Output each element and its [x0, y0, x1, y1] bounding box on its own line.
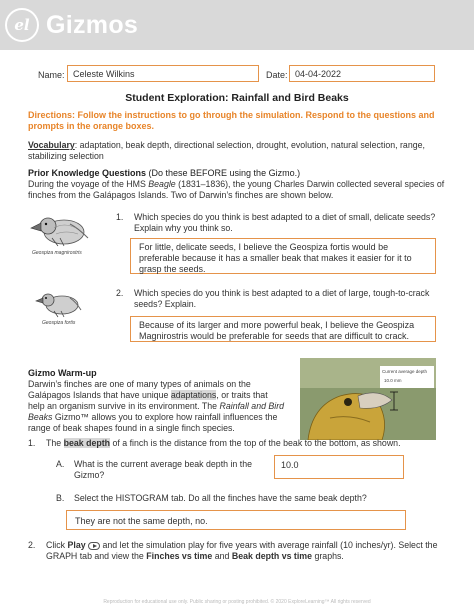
footer-copyright: Reproduction for educational use only. Public sharing or posting prohibited. © 2020 ExploreLearning™ All rights reserved	[103, 599, 371, 605]
gizmos-banner	[0, 0, 474, 50]
prior-knowledge-intro: During the voyage of the HMS Beagle (1831–1836), the young Charles Darwin collected several species of finches from the Galápagos Islands. Two of Darwin’s finches are shown below.	[28, 179, 445, 200]
geospiza-fortis-image	[34, 288, 82, 318]
directions: Directions: Follow the instructions to go through the simulation. Respond to the questions and prompts in the orange boxes.	[28, 110, 435, 131]
caption-geospiza-fortis: Geospiza fortis	[42, 320, 76, 326]
prior-question-1: 1. Which species do you think is best adapted to a diet of small, delicate seeds? Explain why you think so.	[116, 212, 436, 233]
gizmos-logo-text: Gizmos	[46, 11, 139, 39]
prior-knowledge-heading: Prior Knowledge Questions (Do these BEFORE using the Gizmo.)	[28, 168, 301, 178]
answer-box-2[interactable]: Because of its larger and more powerful beak, I believe the Geospiza Magnirostris would be preferable for seeds that are difficult to crack.	[130, 316, 436, 342]
warmup-question-2: 2. Click Play and let the simulation play for five years with average rainfall (10 inches/yr). Select the GRAPH tab and view the Finches vs time and Beak depth vs time graphs.	[28, 540, 438, 561]
geospiza-magnirostris-image	[30, 212, 90, 248]
vocabulary-terms: : adaptation, beak depth, directional selection, drought, evolution, natural selection, range, stabilizing selection	[28, 140, 425, 161]
vocabulary	[28, 140, 448, 162]
warmup-question-a: A. What is the current average beak depth in the Gizmo?	[56, 459, 252, 480]
page-title: Student Exploration: Rainfall and Bird Beaks	[125, 92, 349, 104]
warmup-intro: Darwin’s finches are one of many types of animals on the Galápagos Islands that have unique adaptations, or traits that help an organism survive in its environment. The Rainfall and Bird Beaks Gizmo™ allows you to explore how rainfall influences the range of beak shapes found in a single finch species.	[28, 379, 285, 433]
caption-geospiza-magnirostris: Geospiza magnirostris	[32, 250, 82, 256]
answer-box-1[interactable]: For little, delicate seeds, I believe the Geospiza fortis would be preferable because it has a smaller beak that makes it easier for it to grasp the seeds.	[130, 238, 436, 274]
figure-label-depth-value: 10.0 mm	[384, 378, 402, 383]
gizmos-logo-icon: el	[5, 8, 39, 42]
warmup-heading: Gizmo Warm-up	[28, 368, 97, 378]
name-field[interactable]: Celeste Wilkins	[67, 65, 259, 82]
answer-box-b[interactable]: They are not the same depth, no.	[66, 510, 406, 530]
warmup-question-1: 1. The beak depth of a finch is the distance from the top of the beak to the bottom, as shown.	[28, 438, 401, 448]
name-label: Name:	[38, 70, 65, 80]
vocabulary-label: Vocabulary	[28, 140, 75, 150]
warmup-question-b: B. Select the HISTOGRAM tab. Do all the finches have the same beak depth?	[56, 493, 367, 503]
date-field[interactable]: 04-04-2022	[289, 65, 435, 82]
date-label: Date:	[266, 70, 288, 80]
play-icon	[88, 542, 100, 550]
figure-label-current-depth: Current average depth	[382, 369, 428, 374]
answer-box-a[interactable]: 10.0	[274, 455, 404, 479]
prior-question-2: 2. Which species do you think is best adapted to a diet of large, tough-to-crack seeds? Explain.	[116, 288, 430, 309]
